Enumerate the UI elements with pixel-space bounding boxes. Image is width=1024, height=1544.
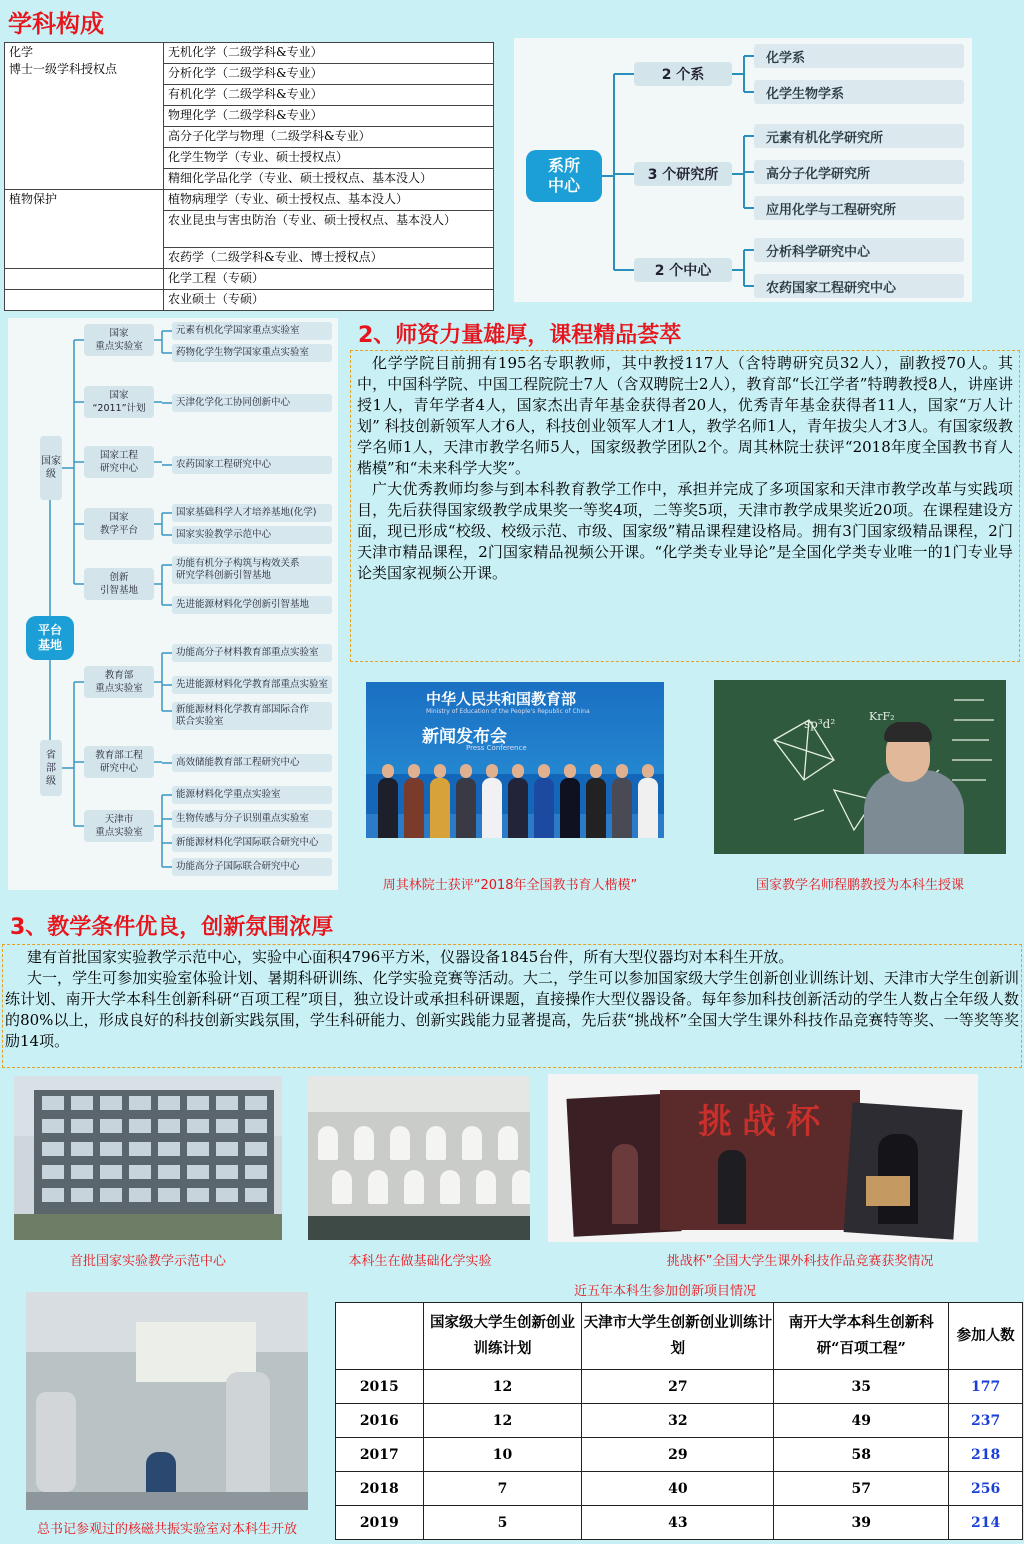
subject-group-cell: 植物保护 [5,190,164,269]
platform-leaf: 国家实验教学示范中心 [172,526,332,544]
person-head [486,764,498,778]
lab-student [440,1170,460,1204]
building-window [42,1165,64,1179]
stats-cell: 5 [423,1506,582,1540]
building-window [71,1142,93,1156]
building-window [245,1142,267,1156]
person-figure [430,778,450,838]
dept-hub: 系所 中心 [526,150,602,202]
platform-group: 教育部工程 研究中心 [84,746,154,778]
subject-item-cell: 物理化学（二级学科&专业） [164,106,494,127]
section2-title: 2、师资力量雄厚，课程精品荟萃 [358,323,682,348]
person-head [512,764,524,778]
platform-diagram [8,318,338,890]
building-window [245,1188,267,1202]
lab-student [404,1170,424,1204]
dept-leaf: 分析科学研究中心 [754,238,964,262]
platform-group: 教育部 重点实验室 [84,666,154,698]
dept-leaf: 高分子化学研究所 [754,160,964,184]
section3-para1: 建有首批国家实验教学示范中心，实验中心面积4796平方米，仪器设备1845台件，所有大型仪器均对本科生开放。 [27,948,794,966]
dept-leaf: 化学生物学系 [754,80,964,104]
lab-student [498,1126,518,1160]
stats-cell: 237 [949,1404,1023,1438]
building-photo [14,1076,282,1240]
platform-leaf: 功能高分子材料教育部重点实验室 [172,644,332,662]
subject-group-cell [5,290,164,311]
building-window [71,1165,93,1179]
section2-text [350,350,1020,662]
building-window [129,1142,151,1156]
subject-row [5,190,494,211]
person-figure [378,778,398,838]
stats-cell: 218 [949,1438,1023,1472]
platform-group: 国家工程 研究中心 [84,446,154,478]
subject-item-cell: 植物病理学（专业、硕士授权点、基本没人） [164,190,494,211]
platform-leaf: 天津化学化工协同创新中心 [172,394,332,412]
stats-cell: 40 [582,1472,774,1506]
person-head [590,764,602,778]
photo-event-title: 新闻发布会 [422,727,507,747]
stats-cell: 39 [774,1506,949,1540]
building-window [100,1096,122,1110]
building-window [187,1165,209,1179]
platform-leaf: 农药国家工程研究中心 [172,456,332,474]
stats-cell: 35 [774,1370,949,1404]
lab-student [390,1126,410,1160]
building-window [216,1165,238,1179]
building-window [245,1119,267,1133]
building-window [187,1119,209,1133]
person-head [538,764,550,778]
building-window [71,1096,93,1110]
photo-banner-en: Ministry of Education of the People's Republic of China [426,708,590,715]
stats-cell: 29 [582,1438,774,1472]
section2-para2: 广大优秀教师均参与到本科教育教学工作中，承担并完成了多项国家和天津市教学改革与实践项目，先后获得国家级教学成果奖一等奖4项，二等奖5项，天津市教学成果奖近20项。在课程建设方面，现已形成“校级、校级示范、市级、国家级”精品课程建设格局。拥有3门国家级精品课程，2门天津市精品课程，2门国家精品视频公开课。“化学类专业导论”是全国化学类专业唯一的1门专业导论类国家视频公开课。 [357,480,1013,582]
press-photo-caption: 周其林院士获评“2018年全国教书育人楷模” [382,878,638,893]
lab-student [476,1170,496,1204]
person-head [382,764,394,778]
stats-header-cell: 国家级大学生创新创业训练计划 [423,1303,582,1370]
platform-leaf: 生物传感与分子识别重点实验室 [172,810,332,828]
subject-item-cell: 农业硕士（专硕） [164,290,494,311]
section3-text [2,944,1022,1068]
platform-level: 国家 级 [40,436,62,500]
photo-banner-cn: 中华人民共和国教育部 [426,690,577,708]
stats-cell: 57 [774,1472,949,1506]
building-window [245,1096,267,1110]
stats-cell: 2017 [336,1438,424,1472]
building-window [100,1142,122,1156]
svg-text:sp³d²: sp³d² [804,717,836,731]
subject-item-cell: 分析化学（二级学科&专业） [164,64,494,85]
stats-cell: 12 [423,1370,582,1404]
building-caption: 首批国家实验教学示范中心 [69,1254,226,1269]
platform-group: 国家 教学平台 [84,508,154,540]
person-figure [612,778,632,838]
stats-header-cell: 天津市大学生创新创业训练计划 [582,1303,774,1370]
building-window [216,1119,238,1133]
platform-leaf: 先进能源材料化学创新引智基地 [172,596,332,614]
person-figure [638,778,658,838]
subject-item-cell: 化学生物学（专业、硕士授权点） [164,148,494,169]
building-window [216,1142,238,1156]
stats-cell: 2016 [336,1404,424,1438]
subject-group-cell [5,269,164,290]
dept-leaf: 应用化学与工程研究所 [754,196,964,220]
stats-cell: 214 [949,1506,1023,1540]
platform-hub: 平台 基地 [26,616,74,660]
teaching-photo-caption: 国家教学名师程鹏教授为本科生授课 [755,878,964,893]
platform-leaf: 药物化学生物学国家重点实验室 [172,344,332,362]
dept-diagram [514,38,972,302]
subject-item-cell: 农药学（二级学科&专业、博士授权点） [164,248,494,269]
stats-row [336,1506,1023,1540]
challenge-cup-collage [548,1074,978,1242]
building-window [158,1096,180,1110]
building-window [71,1188,93,1202]
subject-item-cell: 精细化学品化学（专业、硕士授权点、基本没人） [164,169,494,190]
building-window [158,1142,180,1156]
stats-cell: 177 [949,1370,1023,1404]
building-window [187,1096,209,1110]
platform-level: 省 部 级 [40,740,62,796]
stats-cell: 43 [582,1506,774,1540]
subject-section-title: 学科构成 [8,10,104,38]
lab-student [368,1170,388,1204]
person-figure [456,778,476,838]
dept-leaf: 元素有机化学研究所 [754,124,964,148]
subject-item-cell: 无机化学（二级学科&专业） [164,43,494,64]
building-window [158,1119,180,1133]
dept-leaf: 农药国家工程研究中心 [754,274,964,298]
platform-leaf: 新能源材料化学国际联合研究中心 [172,834,332,852]
stats-cell: 49 [774,1404,949,1438]
challenge-caption: 挑战杯”全国大学生课外科技作品竞赛获奖情况 [666,1254,934,1269]
building-window [245,1165,267,1179]
subject-table [4,42,494,311]
stats-cell: 7 [423,1472,582,1506]
stats-cell: 256 [949,1472,1023,1506]
person-figure [534,778,554,838]
building-window [187,1188,209,1202]
building-window [129,1119,151,1133]
platform-leaf: 功能高分子国际联合研究中心 [172,858,332,876]
stats-row [336,1438,1023,1472]
subject-row [5,269,494,290]
platform-leaf: 高效储能教育部工程研究中心 [172,754,332,772]
stats-header-cell: 南开大学本科生创新科研“百项工程” [774,1303,949,1370]
stats-table-title: 近五年本科生参加创新项目情况 [573,1284,756,1299]
building-window [216,1188,238,1202]
person-head [460,764,472,778]
lab-student [332,1170,352,1204]
building-window [71,1119,93,1133]
platform-group: 国家 “2011”计划 [84,386,154,418]
section3-title: 3、教学条件优良，创新氛围浓厚 [10,915,334,940]
building-window [42,1096,64,1110]
platform-group: 国家 重点实验室 [84,324,154,356]
person-figure [404,778,424,838]
platform-leaf: 新能源材料化学教育部国际合作 联合实验室 [172,702,332,730]
section2-para1: 化学学院目前拥有195名专职教师，其中教授117人（含特聘研究员32人），副教授70人。其中，中国科学院、中国工程院院士7人（含双聘院士2人），教育部“长江学者”特聘教授8人，讲座讲授1人，青年学者4人，国家杰出青年基金获得者20人，优秀青年基金获得者11人，国家“万人计划” 科技创新领军人才6人，科技创业领军人才1人，教学名师1人，青年拔尖人才3人。有国家级教学名师1人，天津市教学名师5人，国家级教学团队2个。周其林院士获评“2018年度全国教书育人楷模”和“未来科学大奖”。 [357,354,1013,477]
building-window [187,1142,209,1156]
dept-leaf: 化学系 [754,44,964,68]
person-head [616,764,628,778]
person-figure [508,778,528,838]
building-window [129,1188,151,1202]
lab-photo [308,1076,530,1240]
stats-row [336,1472,1023,1506]
person-head [564,764,576,778]
stats-cell: 58 [774,1438,949,1472]
stats-cell: 10 [423,1438,582,1472]
building-window [42,1119,64,1133]
lab-student [462,1126,482,1160]
lab-student [318,1126,338,1160]
platform-leaf: 国家基础科学人才培养基地(化学) [172,504,332,522]
person-figure [560,778,580,838]
lab-caption: 本科生在做基础化学实验 [348,1254,492,1269]
building-window [100,1188,122,1202]
building-window [158,1188,180,1202]
building-window [129,1096,151,1110]
stats-row [336,1404,1023,1438]
subject-item-cell: 化学工程（专硕） [164,269,494,290]
subject-row [5,43,494,64]
platform-leaf: 能源材料化学重点实验室 [172,786,332,804]
person-head [642,764,654,778]
building-window [216,1096,238,1110]
stats-cell: 2018 [336,1472,424,1506]
stats-table [335,1302,1023,1540]
stats-cell: 27 [582,1370,774,1404]
building-window [42,1188,64,1202]
person-figure [482,778,502,838]
svg-text:KrF₂: KrF₂ [869,710,895,723]
building-window [158,1165,180,1179]
platform-leaf: 元素有机化学国家重点实验室 [172,322,332,340]
teaching-photo [714,680,1006,854]
stats-cell: 2015 [336,1370,424,1404]
lab-student [512,1170,530,1204]
press-conference-photo [366,682,664,838]
person-head [408,764,420,778]
subject-item-cell: 高分子化学与物理（二级学科&专业） [164,127,494,148]
nmr-lab-photo [26,1292,308,1510]
stats-header-cell [336,1303,424,1370]
stats-cell: 12 [423,1404,582,1438]
subject-group-cell: 化学 博士一级学科授权点 [5,43,164,190]
platform-group: 创新 引智基地 [84,568,154,600]
subject-item-cell: 农业昆虫与害虫防治（专业、硕士授权点、基本没人） [164,211,494,248]
person-figure [586,778,606,838]
stats-row [336,1370,1023,1404]
stats-cell: 2019 [336,1506,424,1540]
dept-branch: 2 个系 [634,62,732,86]
building-window [100,1119,122,1133]
challenge-banner: 挑战杯 [698,1102,830,1142]
lab-student [354,1126,374,1160]
person-head [434,764,446,778]
platform-group: 天津市 重点实验室 [84,810,154,842]
building-window [100,1165,122,1179]
lab-student [426,1126,446,1160]
photo-event-en: Press Conference [466,744,527,752]
platform-leaf: 先进能源材料化学教育部重点实验室 [172,676,332,694]
building-window [129,1165,151,1179]
subject-item-cell: 有机化学（二级学科&专业） [164,85,494,106]
dept-branch: 3 个研究所 [634,162,732,186]
building-window [42,1142,64,1156]
subject-row [5,290,494,311]
section3-para2: 大一，学生可参加实验室体验计划、暑期科研训练、化学实验竞赛等活动。大二，学生可以参加国家级大学生创新创业训练计划、天津市大学生创新训练计划、南开大学本科生创新科研“百项工程”项目，独立设计或承担科研课题，直接操作大型仪器设备。每年参加科技创新活动的学生人数占全年级人数的80%以上，形成良好的科技创新实践氛围，学生科研能力、创新实践能力显著提高，先后获“挑战杯”全国大学生课外科技作品竞赛特等奖、一等奖等奖励14项。 [5,969,1019,1050]
dept-branch: 2 个中心 [634,258,732,282]
platform-leaf: 功能有机分子构筑与构效关系 研究学科创新引智基地 [172,556,332,584]
stats-header-cell: 参加人数 [949,1303,1023,1370]
nmr-caption: 总书记参观过的核磁共振实验室对本科生开放 [36,1522,297,1537]
stats-cell: 32 [582,1404,774,1438]
